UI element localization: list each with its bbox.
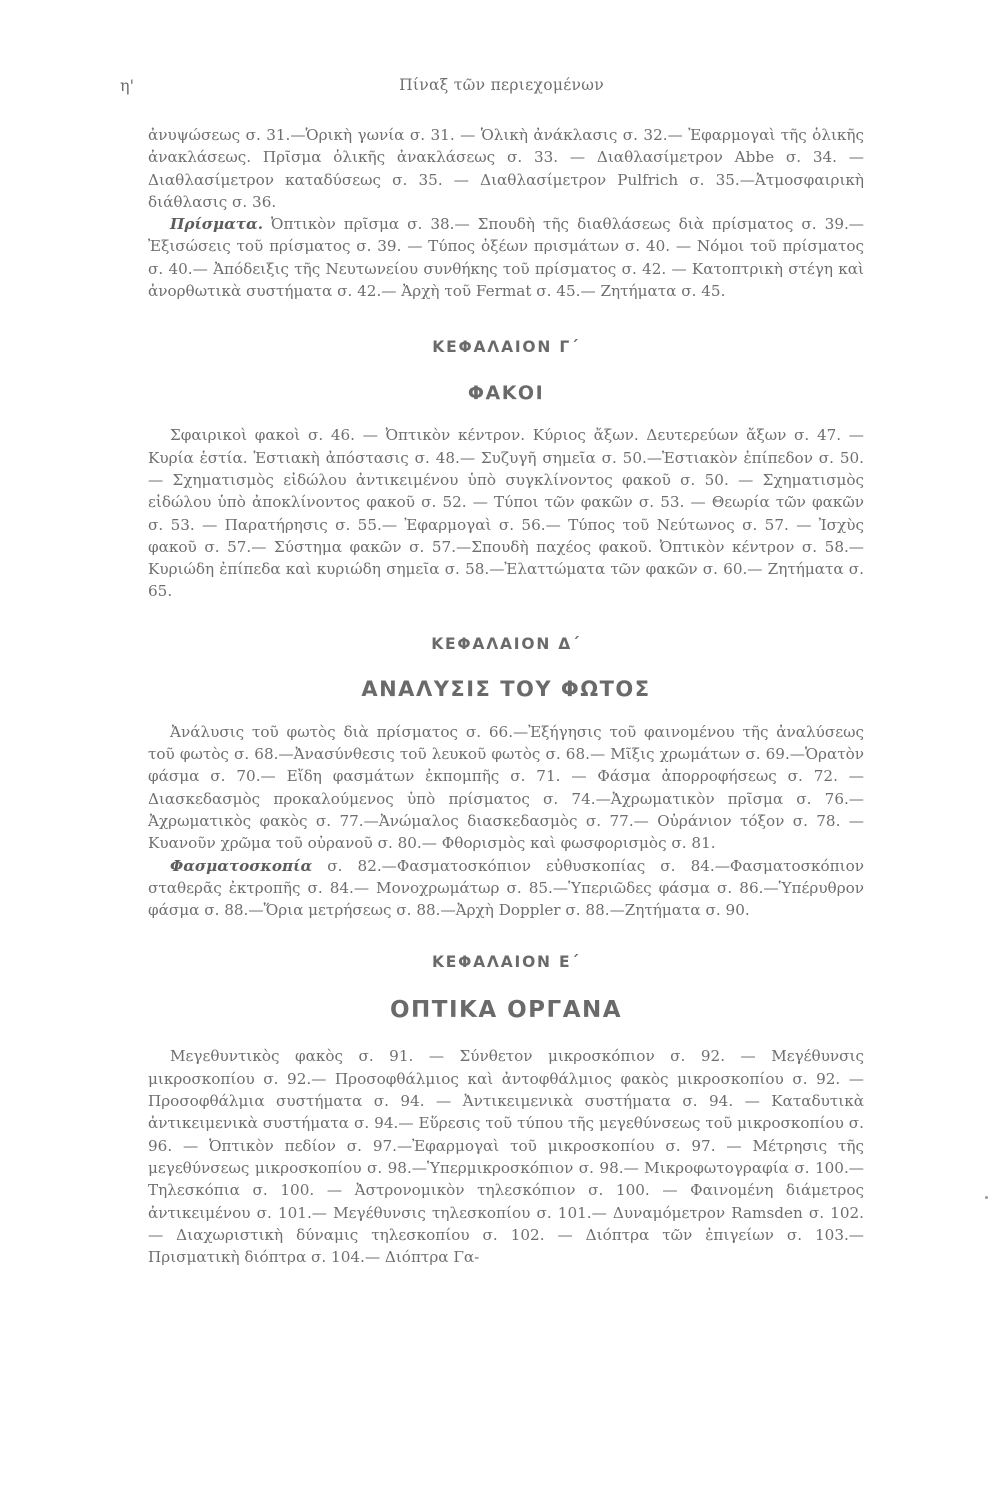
table-of-contents: [148, 124, 864, 1268]
running-title: Πίναξ τῶν περιεχομένων: [399, 76, 604, 94]
toc-paragraph-prisms: [148, 213, 864, 302]
chapter-heading-e: ΚΕΦΑΛΑΙΟΝ Ε΄: [431, 953, 581, 972]
chapter-title-optical-instruments: ΟΠΤΙΚΑ ΟΡΓΑΝΑ: [389, 997, 623, 1024]
page-number: η': [120, 76, 134, 95]
chapter-heading-g: ΚΕΦΑΛΑΙΟΝ Γ΄: [432, 338, 580, 357]
page-header: [0, 76, 1003, 100]
chapter-title-light-analysis: ΑΝΑΛΥΣΙΣ ΤΟΥ ΦΩΤΟΣ: [361, 676, 651, 701]
toc-paragraph-spectroscopy: [148, 855, 864, 922]
toc-paragraph-continuation: ἀνυψώσεως σ. 31.—Ὁρικὴ γωνία σ. 31. — Ὁλικὴ ἀνάκλασις σ. 32.— Ἐφαρμογαὶ τῆς ὁλικῆς ἀνακλάσεως. Πρῖσμα ὁλικῆς ἀνακλάσεως σ. 33. — Διαθλασίμετρον Abbe σ. 34. — Διαθλασίμετρον καταδύσεως σ. 35. — Διαθλασίμετρον Pulfrich σ. 35.—Ἀτμοσφαιρικὴ διάθλασις σ. 36.: [148, 126, 864, 211]
toc-paragraph-light-analysis: Ἀνάλυσις τοῦ φωτὸς διὰ πρίσματος σ. 66.—Ἐξήγησις τοῦ φαινομένου τῆς ἀναλύσεως τοῦ φωτὸς σ. 68.—Ἀνασύνθεσις τοῦ λευκοῦ φωτὸς σ. 68.— Μῖξις χρωμάτων σ. 69.—Ὁρατὸν φάσμα σ. 70.— Εἴδη φασμάτων ἐκπομπῆς σ. 71. — Φάσμα ἀπορροφήσεως σ. 72. — Διασκεδασμὸς προκαλούμενος ὑπὸ πρίσματος σ. 74.—Ἀχρωματικὸν πρῖσμα σ. 76.—Ἀχρωματικὸς φακὸς σ. 77.—Ἀνώμαλος διασκεδασμὸς σ. 77.— Οὐράνιον τόξον σ. 78. — Κυανοῦν χρῶμα τοῦ οὐρανοῦ σ. 80.— Φθορισμὸς καὶ φωσφορισμὸς σ. 81.: [148, 722, 864, 853]
chapter-title-lenses: ΦΑΚΟΙ: [467, 382, 545, 405]
toc-paragraph-lenses: Σφαιρικοὶ φακοὶ σ. 46. — Ὀπτικὸν κέντρον. Κύριος ἄξων. Δευτερεύων ἄξων σ. 47. — Κυρία ἑστία. Ἑστιακὴ ἀπόστασις σ. 48.— Συζυγῆ σημεῖα σ. 50.—Ἑστιακὸν ἐπίπεδον σ. 50.— Σχηματισμὸς εἰδώλου ἀντικειμένου ὑπὸ συγκλίνοντος φακοῦ σ. 50. — Σχηματισμὸς εἰδώλου ὑπὸ ἀποκλίνοντος φακοῦ σ. 52. — Τύποι τῶν φακῶν σ. 53. — Θεωρία τῶν φακῶν σ. 53. — Παρατήρησις σ. 55.— Ἐφαρμογαὶ σ. 56.— Τύπος τοῦ Νεύτωνος σ. 57. — Ἰσχὺς φακοῦ σ. 57.— Σύστημα φακῶν σ. 57.—Σπουδὴ παχέος φακοῦ. Ὀπτικὸν κέντρον σ. 58.— Κυριώδη ἐπίπεδα καὶ κυριώδη σημεῖα σ. 58.—Ἐλαττώματα τῶν φακῶν σ. 60.— Ζητήματα σ. 65.: [148, 426, 864, 601]
toc-paragraph-optical-instruments: Μεγεθυντικὸς φακὸς σ. 91. — Σύνθετον μικροσκόπιον σ. 92. — Μεγέθυνσις μικροσκοπίου σ. 92.— Προσοφθάλμιος καὶ ἀντοφθάλμιος φακὸς μικροσκοπίου σ. 92. — Προσοφθάλμια συστήματα σ. 94. — Ἀντικειμενικὰ συστήματα σ. 94. — Καταδυτικὰ ἀντικειμενικὰ συστήματα σ. 94.— Εὕρεσις τοῦ τύπου τῆς μεγεθύνσεως τοῦ μικροσκοπίου σ. 96. — Ὀπτικὸν πεδίον σ. 97.—Ἐφαρμογαὶ τοῦ μικροσκοπίου σ. 97. — Μέτρησις τῆς μεγεθύνσεως μικροσκοπίου σ. 98.—Ὑπερμικροσκόπιον σ. 98.— Μικροφωτογραφία σ. 100.— Τηλεσκόπια σ. 100. — Ἀστρονομικὸν τηλεσκόπιον σ. 100. — Φαινομένη διάμετρος ἀντικειμένου σ. 101.— Μεγέθυνσις τηλεσκοπίου σ. 101.— Δυναμόμετρον Ramsden σ. 102.— Διαχωριστικὴ δύναμις τηλεσκοπίου σ. 102. — Διόπτρα τῶν ἐπιγείων σ. 103.— Πρισματικὴ διόπτρα σ. 104.— Διόπτρα Γα-: [148, 1047, 864, 1267]
spectroscopy-lead: Φασματοσκοπία: [170, 856, 313, 875]
prisms-lead: Πρίσματα.: [170, 215, 263, 234]
margin-speck: [985, 1196, 988, 1199]
prisms-text: Ὀπτικὸν πρῖσμα σ. 38.— Σπουδὴ τῆς διαθλάσεως διὰ πρίσματος σ. 39.— Ἐξισώσεις τοῦ πρίσματος σ. 39. — Τύπος ὀξέων πρισμάτων σ. 40. — Νόμοι τοῦ πρίσματος σ. 40.— Ἀπόδειξις τῆς Νευτωνείου συνθήκης τοῦ πρίσματος σ. 42. — Κατοπτρικὴ στέγη καὶ ἀνορθωτικὰ συστήματα σ. 42.— Ἀρχὴ τοῦ Fermat σ. 45.— Ζητήματα σ. 45.: [148, 215, 864, 301]
chapter-heading-d: ΚΕΦΑΛΑΙΟΝ Δ΄: [431, 634, 581, 653]
spectroscopy-text: σ. 82.—Φασματοσκόπιον εὐθυσκοπίας σ. 84.—Φασματοσκόπιον σταθερᾶς ἐκτροπῆς σ. 84.— Μονοχρωμάτωρ σ. 85.—Ὑπεριῶδες φάσμα σ. 86.—Ὑπέρυθρον φάσμα σ. 88.—Ὅρια μετρήσεως σ. 88.—Ἀρχὴ Doppler σ. 88.—Ζητήματα σ. 90.: [148, 856, 864, 920]
